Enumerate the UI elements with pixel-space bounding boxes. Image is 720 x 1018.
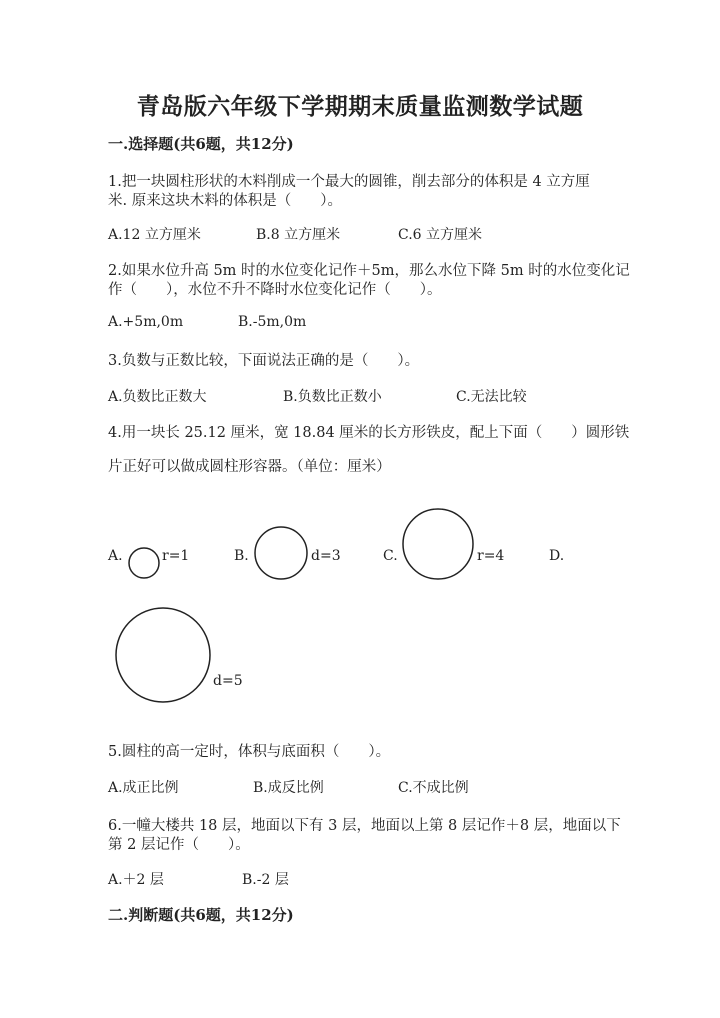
- question-4-line-2: 片正好可以做成圆柱形容器。（单位：厘米）: [108, 459, 391, 475]
- question-4-line-1: 4.用一块长 25.12 厘米，宽 18.84 厘米的长方形铁皮，配上下面（ ）圆形铁: [108, 425, 630, 441]
- question-6-option-b[interactable]: B.-2 层: [242, 872, 289, 888]
- section-heading-true-false: 二.判断题(共6题，共12分): [108, 906, 294, 924]
- question-2-option-a[interactable]: A.+5m,0m: [108, 314, 184, 330]
- question-4-option-d[interactable]: D.: [549, 548, 565, 564]
- question-4-option-c[interactable]: C.: [383, 548, 398, 564]
- question-4-option-b[interactable]: B.: [234, 548, 249, 564]
- question-1-line-2: 米. 原来这块木料的体积是（ ）。: [108, 193, 342, 209]
- circle-option-a: [128, 547, 160, 579]
- question-2-line-1: 2.如果水位升高 5m 时的水位变化记作＋5m，那么水位下降 5m 时的水位变化记: [108, 263, 630, 279]
- question-3-option-a[interactable]: A.负数比正数大: [108, 389, 207, 405]
- question-5-option-a[interactable]: A.成正比例: [108, 780, 179, 796]
- question-5-line-1: 5.圆柱的高一定时，体积与底面积（ ）。: [108, 744, 391, 760]
- circle-c-label: r=4: [477, 548, 505, 564]
- question-5-option-b[interactable]: B.成反比例: [253, 780, 324, 796]
- page-title: 青岛版六年级下学期期末质量监测数学试题: [136, 93, 584, 120]
- circle-d-label: d=5: [213, 673, 243, 689]
- section-heading-multiple-choice: 一.选择题(共6题，共12分): [108, 135, 294, 153]
- question-6-line-2: 第 2 层记作（ ）。: [108, 837, 250, 853]
- question-1-line-1: 1.把一块圆柱形状的木料削成一个最大的圆锥，削去部分的体积是 4 立方厘: [108, 174, 590, 190]
- question-3-line-1: 3.负数与正数比较，下面说法正确的是（ ）。: [108, 353, 420, 369]
- circle-option-d: [114, 606, 212, 704]
- circle-option-b: [254, 526, 308, 580]
- question-6-line-1: 6.一幢大楼共 18 层，地面以下有 3 层，地面以上第 8 层记作＋8 层，地面以下: [108, 818, 621, 834]
- question-2-option-b[interactable]: B.-5m,0m: [238, 314, 307, 330]
- question-3-option-c[interactable]: C.无法比较: [456, 389, 527, 405]
- question-6-option-a[interactable]: A.＋2 层: [108, 872, 164, 888]
- circle-option-c: [402, 508, 474, 580]
- question-5-option-c[interactable]: C.不成比例: [398, 780, 469, 796]
- question-1-option-a[interactable]: A.12 立方厘米: [108, 227, 201, 243]
- question-3-option-b[interactable]: B.负数比正数小: [283, 389, 382, 405]
- question-1-option-c[interactable]: C.6 立方厘米: [398, 227, 483, 243]
- circle-a-label: r=1: [162, 548, 190, 564]
- circle-b-label: d=3: [311, 548, 341, 564]
- question-1-option-b[interactable]: B.8 立方厘米: [256, 227, 341, 243]
- question-2-line-2: 作（ ），水位不升不降时水位变化记作（ ）。: [108, 282, 442, 298]
- question-4-option-a[interactable]: A.: [108, 548, 123, 564]
